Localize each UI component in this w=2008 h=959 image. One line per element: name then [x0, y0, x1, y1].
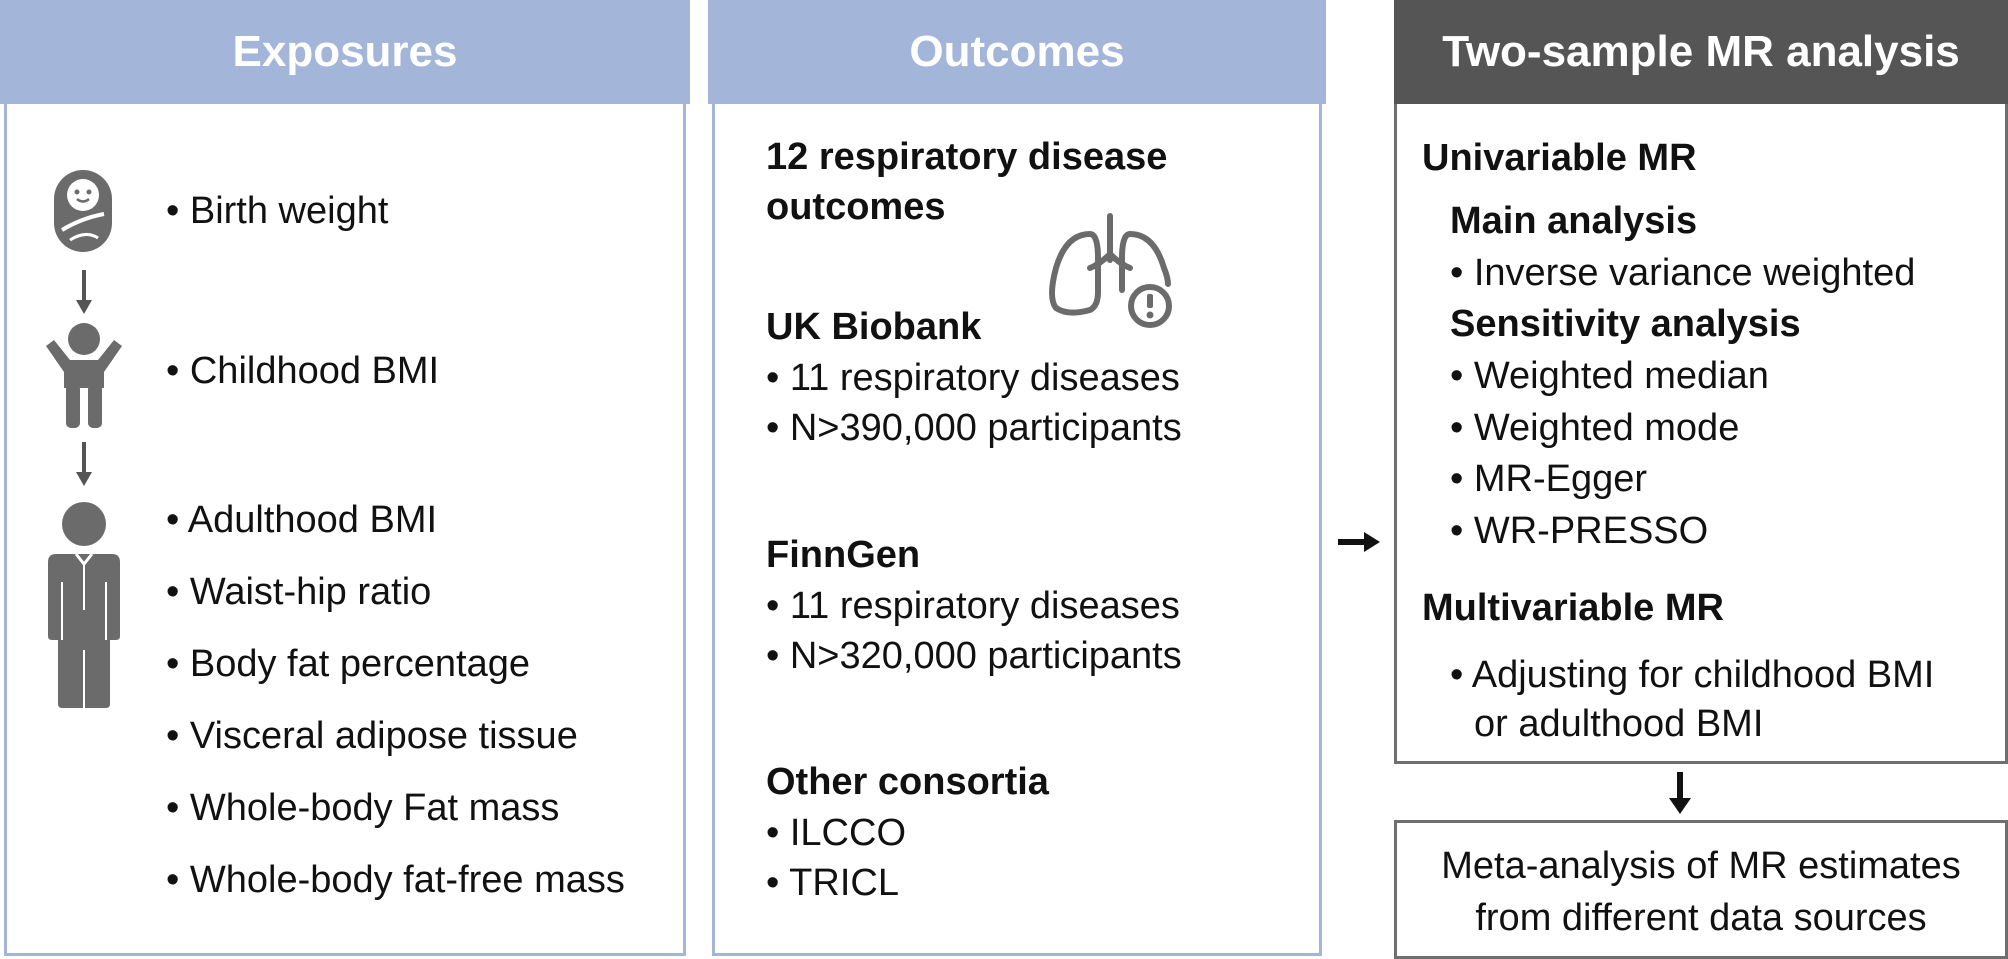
adult-icon	[46, 500, 122, 710]
exposure-item: • Childhood BMI	[166, 350, 440, 392]
meta-analysis-box	[1394, 820, 2008, 959]
exposure-item: • Adulthood BMI	[166, 499, 438, 541]
sensitivity-item: • Weighted median	[1450, 355, 1769, 397]
other-consortia-item: • TRICL	[766, 862, 899, 904]
finngen-item: • 11 respiratory diseases	[766, 585, 1180, 627]
growth-arrow-icon	[74, 268, 94, 316]
sensitivity-item: • Weighted mode	[1450, 407, 1740, 449]
ukb-item: • N>390,000 participants	[766, 407, 1182, 449]
ukb-item: • 11 respiratory diseases	[766, 357, 1180, 399]
sensitivity-title: Sensitivity analysis	[1450, 303, 1801, 345]
sensitivity-item: • MR-Egger	[1450, 458, 1648, 500]
flow-arrow-down-icon	[1666, 770, 1694, 816]
exposure-item: • Visceral adipose tissue	[166, 715, 578, 757]
meta-analysis-text: from different data sources	[1475, 897, 1927, 939]
multivariable-item: • Adjusting for childhood BMI	[1450, 654, 1935, 696]
child-icon	[42, 322, 126, 430]
ukb-title: UK Biobank	[766, 306, 982, 348]
outcomes-intro: outcomes	[766, 186, 946, 228]
analysis-header: Two-sample MR analysis	[1394, 0, 2008, 104]
sensitivity-item: • WR-PRESSO	[1450, 510, 1709, 552]
finngen-item: • N>320,000 participants	[766, 635, 1182, 677]
multivariable-item: or adulthood BMI	[1474, 703, 1764, 745]
exposures-header: Exposures	[0, 0, 690, 104]
lungs-alert-icon	[1046, 212, 1182, 330]
exposure-item: • Whole-body Fat mass	[166, 787, 560, 829]
baby-icon	[52, 168, 114, 254]
main-analysis-item: • Inverse variance weighted	[1450, 252, 1916, 294]
exposures-panel	[0, 0, 690, 959]
other-consortia-item: • ILCCO	[766, 812, 906, 854]
exposure-item: • Whole-body fat-free mass	[166, 859, 625, 901]
univariable-title: Univariable MR	[1422, 137, 1697, 179]
outcomes-panel	[708, 0, 1326, 959]
exposure-item: • Waist-hip ratio	[166, 571, 432, 613]
other-consortia-title: Other consortia	[766, 761, 1049, 803]
main-analysis-title: Main analysis	[1450, 200, 1698, 242]
growth-arrow-icon	[74, 440, 94, 488]
exposure-item: • Birth weight	[166, 190, 389, 232]
analysis-panel	[1394, 0, 2008, 764]
outcomes-header: Outcomes	[708, 0, 1326, 104]
meta-analysis-text: Meta-analysis of MR estimates	[1441, 845, 1961, 887]
finngen-title: FinnGen	[766, 534, 921, 576]
outcomes-intro: 12 respiratory disease	[766, 136, 1168, 178]
multivariable-title: Multivariable MR	[1422, 587, 1724, 629]
exposure-item: • Body fat percentage	[166, 643, 530, 685]
flow-arrow-right-icon	[1336, 530, 1382, 554]
